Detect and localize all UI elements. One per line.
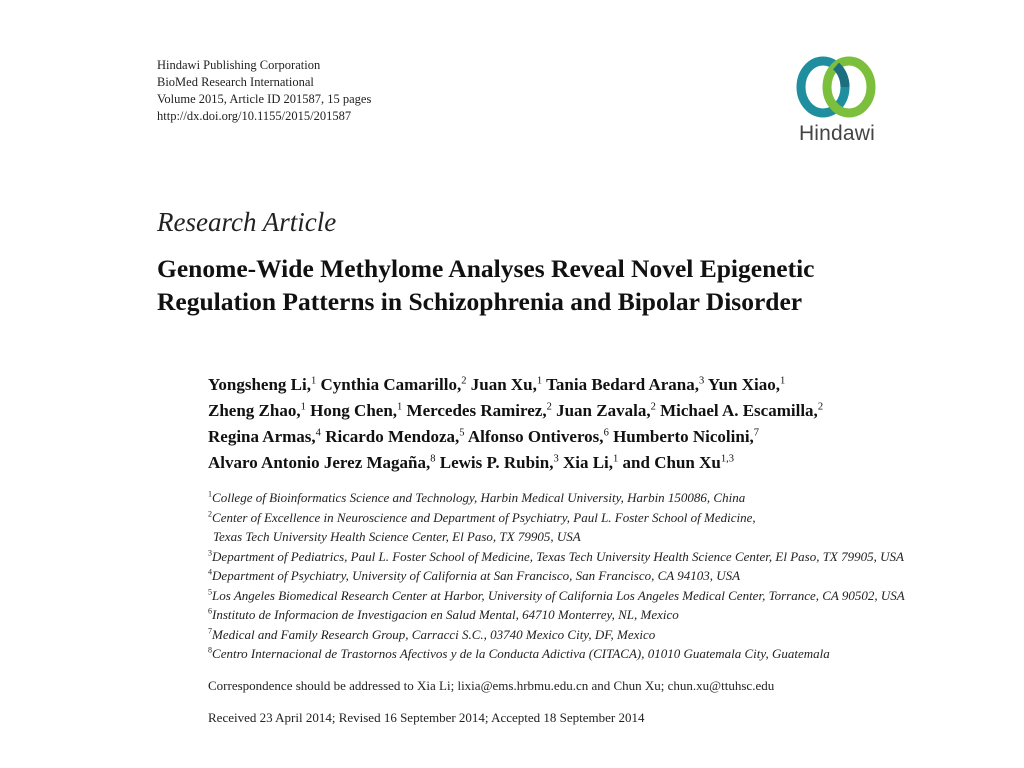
author-name: Zheng Zhao, <box>208 401 301 420</box>
author-affiliation-mark: 3 <box>699 375 705 387</box>
affiliation-number: 1 <box>208 489 213 499</box>
affiliation-item <box>208 508 905 528</box>
author-name: Yun Xiao, <box>707 375 781 394</box>
title-line: Regulation Patterns in Schizophrenia and Bipolar Disorder <box>157 287 803 316</box>
affiliation-text: Center of Excellence in Neuroscience and Department of Psychiatry, Paul L. Foster School of Medicine, <box>212 509 756 525</box>
author-affiliation-mark: 6 <box>603 427 609 439</box>
article-title <box>157 252 814 318</box>
author-affiliation-mark: 1 <box>613 453 619 465</box>
affiliation-item <box>208 586 905 606</box>
author-list <box>208 372 823 476</box>
author-affiliation-mark: 2 <box>817 401 824 413</box>
author-line <box>208 398 823 424</box>
journal-info <box>157 57 371 125</box>
affiliation-list <box>208 488 905 664</box>
author-affiliation-mark: 8 <box>430 453 436 465</box>
author-name: and Chun Xu <box>622 453 721 472</box>
affiliation-number: 7 <box>208 626 213 636</box>
author-name: Ricardo Mendoza, <box>325 427 460 446</box>
author-affiliation-mark: 2 <box>546 401 552 413</box>
author-affiliation-mark: 1 <box>397 401 403 413</box>
doi-link[interactable]: http://dx.doi.org/10.1155/2015/201587 <box>157 109 352 123</box>
author-line <box>208 424 823 450</box>
author-name: Lewis P. Rubin, <box>439 453 554 472</box>
author-name: Xia Li, <box>562 453 614 472</box>
author-affiliation-mark: 2 <box>650 401 656 413</box>
affiliation-text: College of Bioinformatics Science and Technology, Harbin Medical University, Harbin 150086, China <box>212 490 746 505</box>
affiliation-item <box>208 566 905 586</box>
affiliation-item <box>208 625 905 645</box>
author-line <box>208 450 823 476</box>
affiliation-number: 5 <box>208 587 213 597</box>
affiliation-number: 4 <box>208 567 213 577</box>
author-name: Alfonso Ontiveros, <box>467 427 604 446</box>
author-line <box>208 372 823 398</box>
author-name: Hong Chen, <box>310 401 398 420</box>
affiliation-text: Centro Internacional de Trastornos Afectivos y de la Conducta Adictiva (CITACA), 01010 Guatemala City, Guatemala <box>212 646 830 661</box>
hindawi-logo <box>787 50 887 160</box>
author-name: Mercedes Ramirez, <box>406 401 547 420</box>
author-name: Humberto Nicolini, <box>613 427 754 446</box>
author-name: Tania Bedard Arana, <box>546 375 699 394</box>
journal-volume: Volume 2015, Article ID 201587, 15 pages <box>157 92 372 106</box>
author-affiliation-mark: 1,3 <box>720 453 734 465</box>
author-affiliation-mark: 1 <box>536 375 543 387</box>
correspondence: Correspondence should be addressed to Xia Li; lixia@ems.hrbmu.edu.cn and Chun Xu; chun.xu@ttuhsc.edu <box>208 678 775 693</box>
affiliation-item <box>208 644 905 664</box>
author-name: Yongsheng Li, <box>208 375 311 394</box>
affiliation-item <box>208 488 905 508</box>
affiliation-number: 2 <box>208 509 213 519</box>
affiliation-text: Department of Psychiatry, University of California at San Francisco, San Francisco, CA 94103, USA <box>212 568 741 583</box>
affiliation-number: 3 <box>208 548 213 558</box>
hindawi-rings-icon <box>787 50 887 122</box>
logo-text: Hindawi <box>798 122 876 145</box>
author-affiliation-mark: 1 <box>780 375 786 387</box>
affiliation-continuation: Texas Tech University Health Science Center, El Paso, TX 79905, USA <box>213 529 581 544</box>
publisher-name: Hindawi Publishing Corporation <box>157 58 321 72</box>
affiliation-number: 6 <box>208 606 213 616</box>
affiliation-text: Los Angeles Biomedical Research Center at Harbor, University of California Los Angeles Medical Center, Torrance, CA 90502, USA <box>212 587 905 603</box>
affiliation-text: Instituto de Informacion de Investigacion en Salud Mental, 64710 Monterrey, NL, Mexico <box>212 607 679 622</box>
affiliation-text: Medical and Family Research Group, Carracci S.C., 03740 Mexico City, DF, Mexico <box>212 626 656 642</box>
affiliation-item <box>208 605 905 625</box>
author-name: Juan Xu, <box>470 375 537 394</box>
author-affiliation-mark: 7 <box>753 427 760 439</box>
author-affiliation-mark: 4 <box>315 427 321 439</box>
author-name: Juan Zavala, <box>556 401 651 420</box>
author-name: Alvaro Antonio Jerez Magaña, <box>208 453 431 472</box>
author-affiliation-mark: 2 <box>461 375 467 387</box>
author-affiliation-mark: 1 <box>310 375 317 387</box>
author-name: Regina Armas, <box>208 427 316 446</box>
received-dates: Received 23 April 2014; Revised 16 September 2014; Accepted 18 September 2014 <box>208 710 645 725</box>
affiliation-number: 8 <box>208 645 213 655</box>
author-affiliation-mark: 1 <box>300 401 306 413</box>
title-line: Genome-Wide Methylome Analyses Reveal Novel Epigenetic <box>157 254 815 283</box>
author-affiliation-mark: 5 <box>459 427 465 439</box>
author-affiliation-mark: 3 <box>553 453 559 465</box>
author-name: Michael A. Escamilla, <box>660 401 818 420</box>
article-type: Research Article <box>157 207 337 237</box>
affiliation-item <box>208 547 905 567</box>
affiliation-text: Department of Pediatrics, Paul L. Foster School of Medicine, Texas Tech University Health Science Center, El Paso, TX 79905, USA <box>212 548 904 564</box>
journal-name: BioMed Research International <box>157 75 314 89</box>
author-name: Cynthia Camarillo, <box>320 375 462 394</box>
